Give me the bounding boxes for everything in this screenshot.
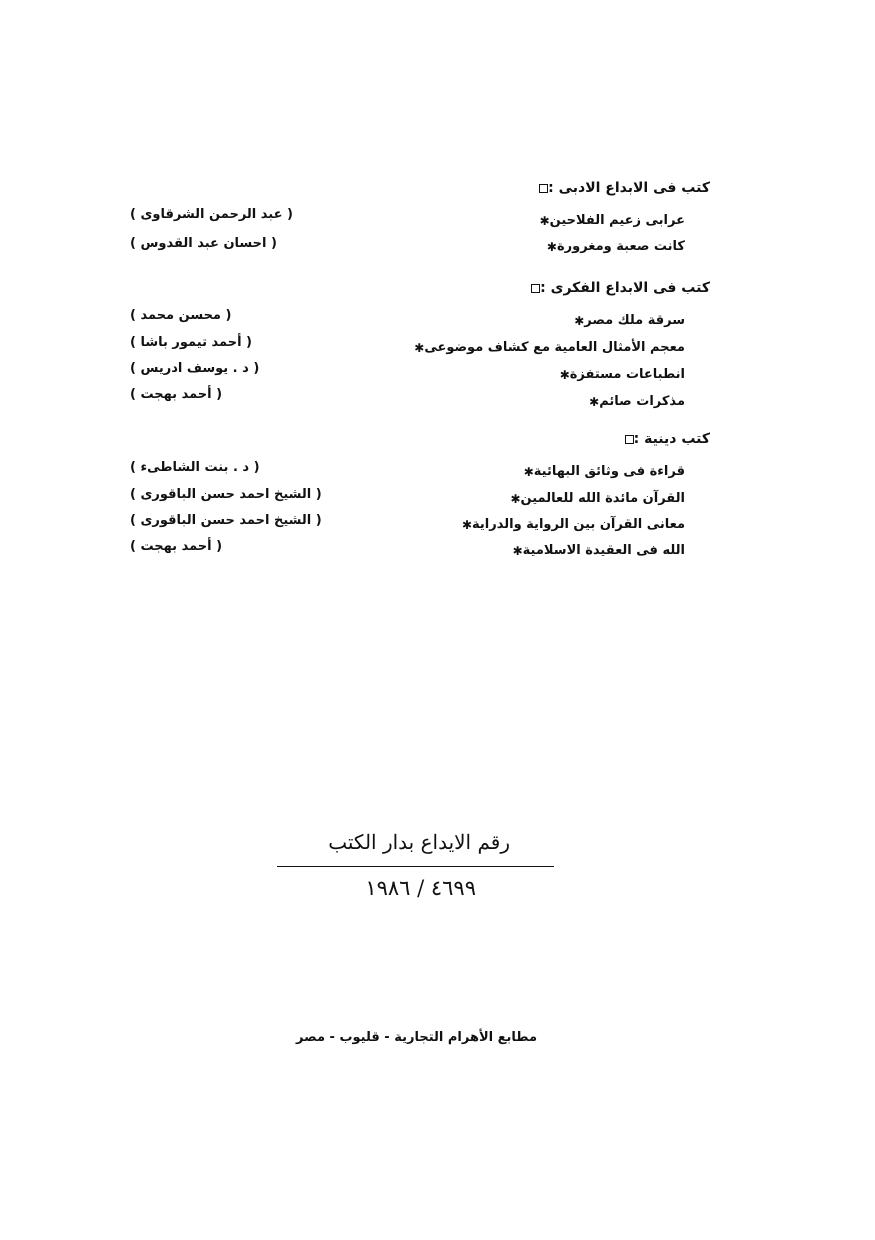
asterisk-bullet-icon: ✱ <box>461 517 473 532</box>
deposit-label: رقم الايداع بدار الكتب <box>328 830 510 854</box>
book-author: ( الشيخ احمد حسن الباقورى ) <box>130 513 322 528</box>
asterisk-bullet-icon: ✱ <box>546 239 557 254</box>
book-title: كانت صعبة ومغرورة <box>556 239 685 254</box>
section-heading-religious <box>618 431 710 447</box>
section-heading-text: كتب فى الابداع الفكرى : <box>540 280 710 296</box>
printer-imprint: مطابع الأهرام التجارية - قليوب - مصر <box>296 1030 537 1045</box>
list-item <box>532 213 685 228</box>
list-item <box>581 394 685 409</box>
book-title: القرآن مائدة الله للعالمين <box>520 491 685 506</box>
book-author: ( أحمد تيمور باشا ) <box>130 335 253 350</box>
checkbox-square-icon <box>531 284 540 293</box>
book-author: ( عبد الرحمن الشرقاوى ) <box>130 207 293 222</box>
book-title: انطباعات مستفزة <box>569 367 685 382</box>
asterisk-bullet-icon: ✱ <box>510 491 521 506</box>
asterisk-bullet-icon: ✱ <box>523 464 534 479</box>
asterisk-bullet-icon: ✱ <box>589 394 600 409</box>
list-item <box>454 517 685 532</box>
book-author: ( احسان عبد القدوس ) <box>130 236 277 251</box>
checkbox-square-icon <box>539 184 548 193</box>
book-title: الله فى العقيدة الاسلامية <box>522 543 685 558</box>
book-title: قراءة فى وثائق البهائية <box>533 464 685 479</box>
asterisk-bullet-icon: ✱ <box>574 313 585 328</box>
section-heading-text: كتب دينية : <box>633 431 710 447</box>
book-title: سرقة ملك مصر <box>584 313 685 328</box>
book-author: ( محسن محمد ) <box>130 308 232 323</box>
book-author: ( الشيخ احمد حسن الباقورى ) <box>130 487 322 502</box>
list-item <box>406 340 685 355</box>
list-item <box>539 239 685 254</box>
list-item <box>552 367 685 382</box>
book-title: عرابى زعيم الفلاحين <box>549 213 685 228</box>
list-item <box>566 313 685 328</box>
asterisk-bullet-icon: ✱ <box>414 340 425 355</box>
book-author: ( أحمد بهجت ) <box>130 387 223 402</box>
book-title: معانى القرآن بين الرواية والدراية <box>472 517 685 532</box>
list-item <box>502 491 685 506</box>
deposit-number: ٤٦٩٩ / ١٩٨٦ <box>365 876 476 900</box>
list-item <box>516 464 685 479</box>
asterisk-bullet-icon: ✱ <box>559 367 570 382</box>
section-heading-text: كتب فى الابداع الادبى : <box>548 180 710 196</box>
asterisk-bullet-icon: ✱ <box>512 543 523 558</box>
book-title: معجم الأمثال العامية مع كشاف موضوعى <box>424 340 685 355</box>
asterisk-bullet-icon: ✱ <box>539 213 550 228</box>
checkbox-square-icon <box>625 435 634 444</box>
book-author: ( د . بنت الشاطىء ) <box>130 460 260 475</box>
list-item <box>505 543 685 558</box>
book-author: ( أحمد بهجت ) <box>130 539 223 554</box>
section-heading-intellectual <box>524 280 710 296</box>
book-author: ( د . يوسف ادريس ) <box>130 361 260 376</box>
deposit-divider <box>277 866 554 867</box>
section-heading-literary <box>532 180 710 196</box>
book-title: مذكرات صائم <box>599 394 685 409</box>
